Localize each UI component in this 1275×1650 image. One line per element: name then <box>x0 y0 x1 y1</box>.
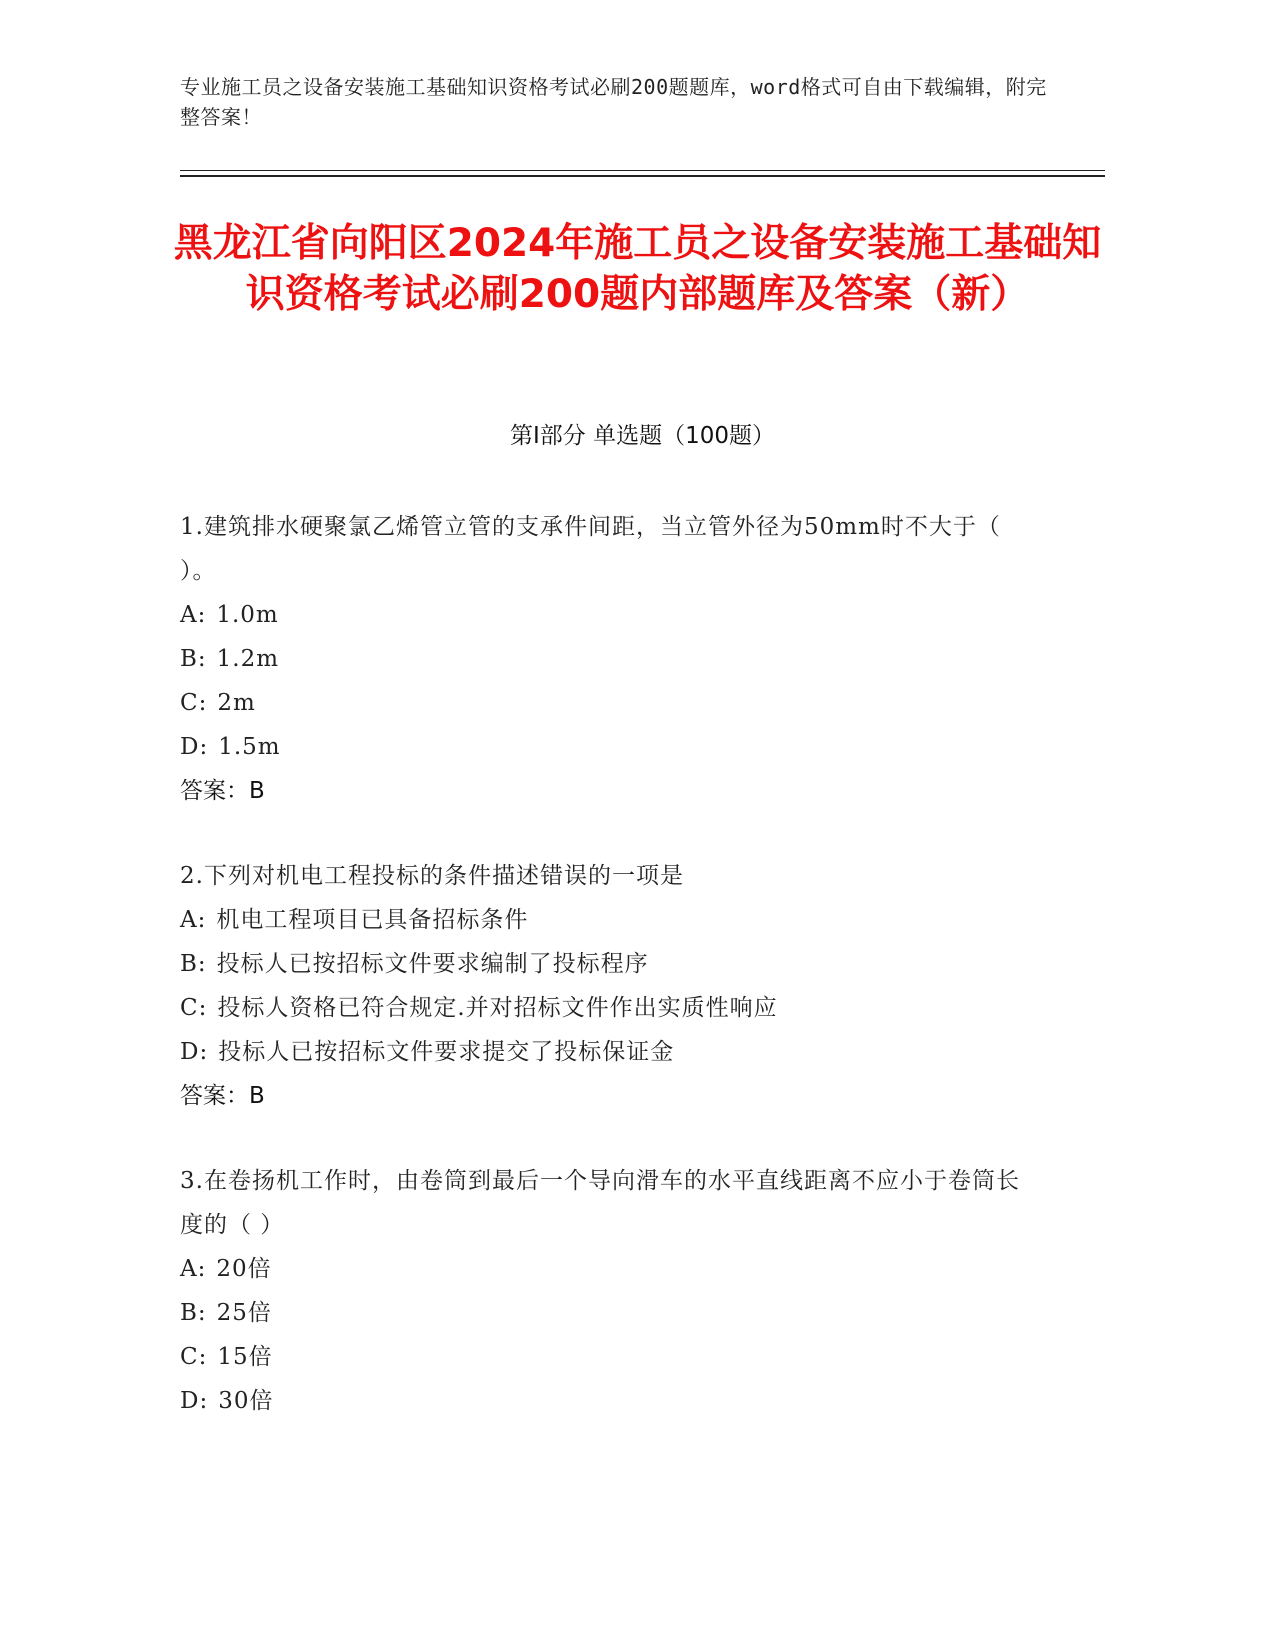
option-b <box>180 1291 1040 1335</box>
option-text: 1.0m <box>216 602 279 628</box>
option-d <box>180 1030 1040 1074</box>
option-b <box>180 637 1040 681</box>
option-text: 投标人资格已符合规定.并对招标文件作出实质性响应 <box>217 995 778 1021</box>
option-letter: D: <box>180 1039 209 1065</box>
option-text: 投标人已按招标文件要求编制了投标程序 <box>216 951 649 977</box>
option-letter: D: <box>180 734 209 760</box>
option-letter: C: <box>180 1344 208 1370</box>
option-text: 15倍 <box>217 1344 273 1370</box>
option-a <box>180 1247 1040 1291</box>
question-stem: 1.建筑排水硬聚氯乙烯管立管的支承件间距，当立管外径为50mm时不大于（ ）。 <box>180 514 1001 584</box>
question-stem: 2.下列对机电工程投标的条件描述错误的一项是 <box>180 863 684 889</box>
option-text: 25倍 <box>216 1300 272 1326</box>
option-letter: B: <box>180 1300 207 1326</box>
option-letter: B: <box>180 951 207 977</box>
option-b <box>180 942 1040 986</box>
option-d <box>180 1379 1040 1423</box>
header-note: 专业施工员之设备安装施工基础知识资格考试必刷200题题库，word格式可自由下载编辑，附完整答案！ <box>180 75 1047 129</box>
option-letter: D: <box>180 1388 209 1414</box>
answer-line: 答案：B <box>180 1083 265 1109</box>
option-text: 20倍 <box>216 1256 272 1282</box>
header-divider-thick <box>180 175 1105 177</box>
option-a <box>180 898 1040 942</box>
option-a <box>180 593 1040 637</box>
option-text: 1.2m <box>216 646 280 672</box>
option-text: 2m <box>217 690 256 716</box>
question-item <box>180 1159 1040 1423</box>
option-c <box>180 681 1040 725</box>
option-text: 1.5m <box>218 734 281 760</box>
question-item <box>180 505 1040 813</box>
question-list <box>180 505 1040 1464</box>
option-letter: A: <box>180 602 207 628</box>
answer-line: 答案：B <box>180 778 265 804</box>
section-heading: 第Ⅰ部分 单选题（100题） <box>510 423 775 449</box>
option-text: 投标人已按招标文件要求提交了投标保证金 <box>218 1039 675 1065</box>
option-text: 机电工程项目已具备招标条件 <box>216 907 529 933</box>
document-title: 黑龙江省向阳区2024年施工员之设备安装施工基础知识资格考试必刷200题内部题库及答案（新） <box>173 221 1102 317</box>
option-text: 30倍 <box>218 1388 274 1414</box>
option-letter: C: <box>180 995 208 1021</box>
question-item <box>180 854 1040 1118</box>
option-c <box>180 1335 1040 1379</box>
question-stem: 3.在卷扬机工作时，由卷筒到最后一个导向滑车的水平直线距离不应小于卷筒长度的（ ） <box>180 1168 1020 1238</box>
option-letter: A: <box>180 907 207 933</box>
option-c <box>180 986 1040 1030</box>
option-letter: B: <box>180 646 207 672</box>
option-d <box>180 725 1040 769</box>
option-letter: A: <box>180 1256 207 1282</box>
option-letter: C: <box>180 690 208 716</box>
header-divider-thin <box>180 170 1105 171</box>
